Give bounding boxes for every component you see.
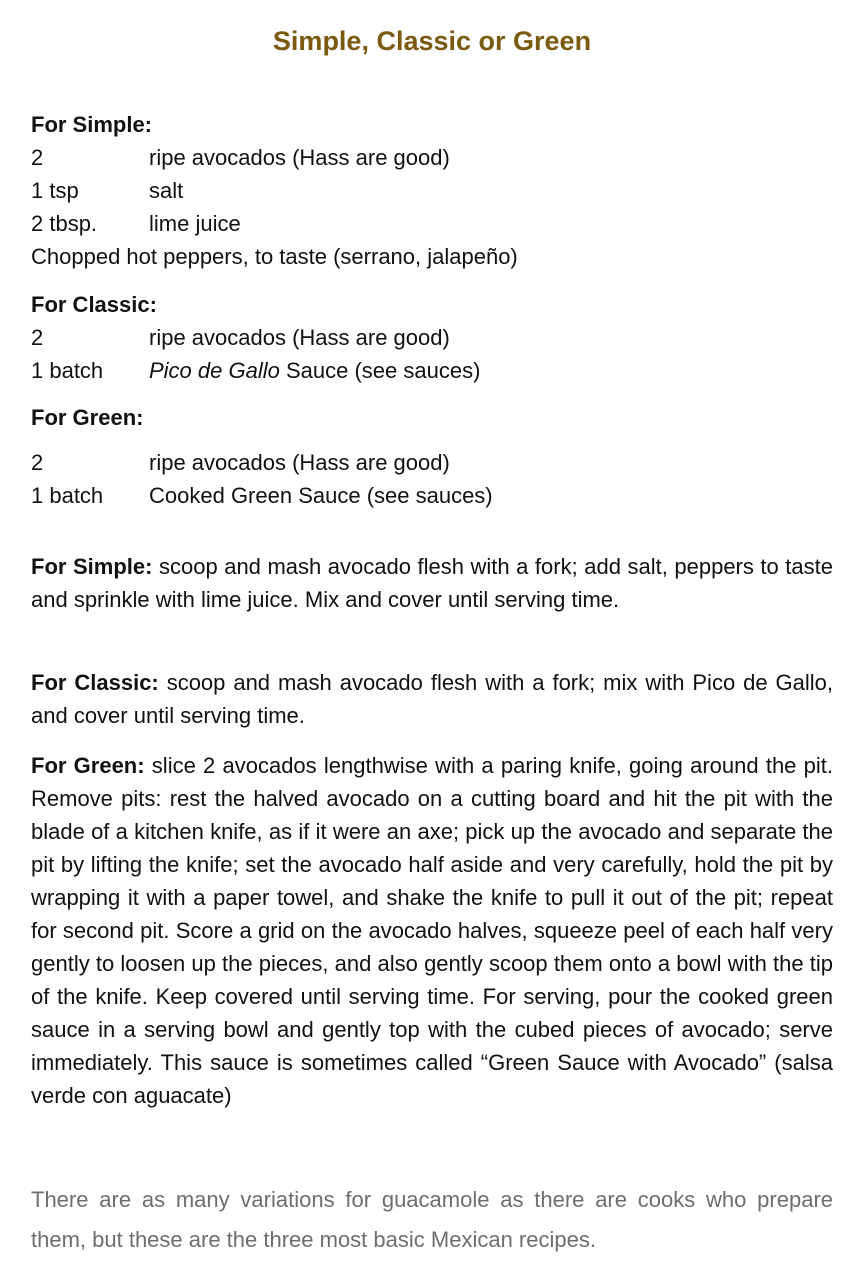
classic-instructions-text: scoop and mash avocado flesh with a fork; mix with Pico de Gallo, and cover until serving time.	[31, 670, 833, 728]
green-instructions-label: For Green:	[31, 753, 145, 778]
ingredient-qty: 2	[31, 325, 44, 350]
green-ingredient-list	[31, 446, 833, 512]
ingredient-row	[31, 354, 833, 387]
ingredient-row	[31, 141, 833, 174]
ingredient-item: lime juice	[149, 211, 241, 236]
classic-instructions	[31, 666, 833, 732]
page-title: Simple, Classic or Green	[272, 26, 592, 56]
simple-heading: For Simple:	[31, 112, 153, 137]
simple-instructions	[31, 550, 833, 616]
ingredient-qty: 1 tsp	[31, 178, 79, 203]
green-instructions-text: slice 2 avocados lengthwise with a paring knife, going around the pit. Remove pits: rest the halved avocado on a cutting board and hit the pit with the blade of a kitchen knife, as if it were an axe; pick up the avocado and separate the pit by lifting the knife; set the avocado half aside and very carefully, hold the pit by wrapping it with a paper towel, and shake the knife to pull it out of the pit; repeat for second pit. Score a grid on the avocado halves, squeeze peel of each half very gently to loosen up the pieces, and also gently scoop them onto a bowl with the tip of the knife. Keep covered until serving time. For serving, pour the cooked green sauce in a serving bowl and gently top with the cubed pieces of avocado; serve immediately. This sauce is sometimes called “Green Sauce with Avocado” (salsa verde con aguacate)	[31, 753, 833, 1108]
ingredient-item: ripe avocados (Hass are good)	[149, 325, 450, 350]
green-heading: For Green:	[31, 405, 144, 430]
ingredient-row	[31, 321, 833, 354]
ingredient-row	[31, 446, 833, 479]
ingredient-qty: 1 batch	[31, 483, 104, 508]
green-instructions	[31, 749, 833, 1112]
ingredient-row	[31, 479, 833, 512]
ingredient-item: salt	[149, 178, 184, 203]
green-ingredients	[31, 401, 833, 434]
ingredient-item-rest: Sauce (see sauces)	[279, 358, 481, 383]
ingredient-item	[149, 354, 833, 387]
ingredient-extra: Chopped hot peppers, to taste (serrano, jalapeño)	[31, 244, 518, 269]
ingredient-qty: 2	[31, 450, 44, 475]
ingredient-item: ripe avocados (Hass are good)	[149, 450, 450, 475]
closing-note: There are as many variations for guacamole as there are cooks who prepare them, but these are the three most basic Mexican recipes.	[31, 1187, 833, 1252]
ingredient-qty: 1 batch	[31, 358, 104, 383]
ingredient-item: ripe avocados (Hass are good)	[149, 145, 450, 170]
ingredient-qty: 2 tbsp.	[31, 211, 98, 236]
ingredient-row	[31, 207, 833, 240]
ingredient-qty: 2	[31, 145, 44, 170]
simple-instructions-text: scoop and mash avocado flesh with a fork; add salt, peppers to taste and sprinkle with lime juice. Mix and cover until serving time.	[31, 554, 833, 612]
classic-ingredients	[31, 288, 833, 387]
ingredient-row	[31, 174, 833, 207]
classic-heading: For Classic:	[31, 292, 157, 317]
ingredient-item-italic: Pico de Gallo	[149, 358, 280, 383]
simple-ingredients	[31, 108, 833, 273]
ingredient-item: Cooked Green Sauce (see sauces)	[149, 483, 493, 508]
simple-instructions-label: For Simple:	[31, 554, 153, 579]
classic-instructions-label: For Classic:	[31, 670, 159, 695]
